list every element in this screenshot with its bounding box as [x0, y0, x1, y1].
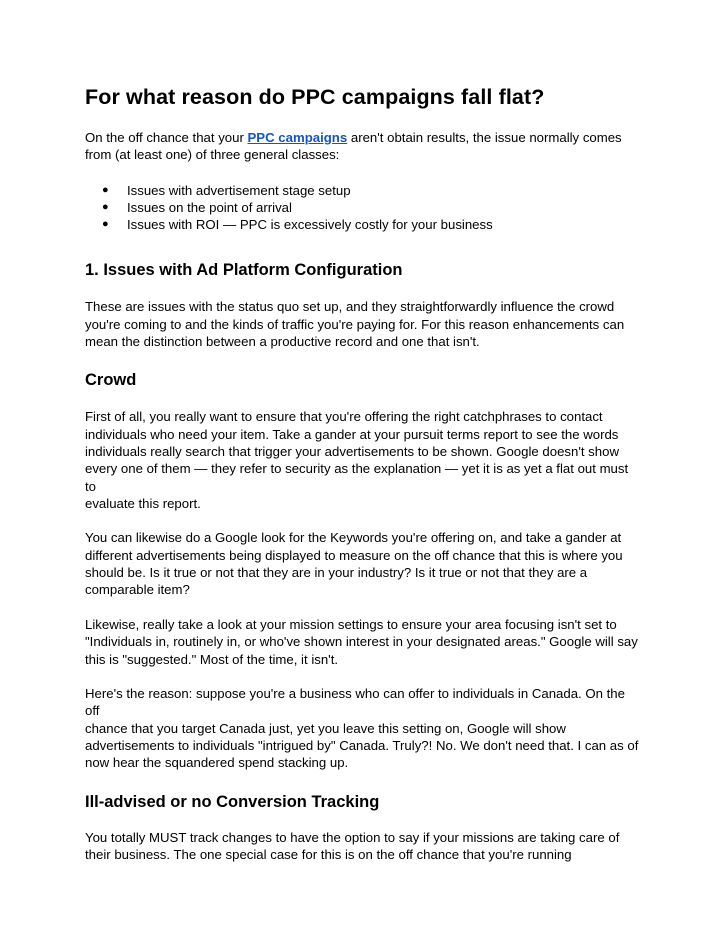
section-heading-crowd: Crowd — [85, 371, 137, 390]
section-paragraph: These are issues with the status quo set up, and they straightforwardly influence the crowd you're coming to and the kinds of traffic you're paying for. For this reason enhancements can mean the distinction between a productive record and one that isn't. — [85, 299, 625, 350]
section-paragraph: You can likewise do a Google look for the Keywords you're offering on, and take a gander at different advertisements being displayed to measure on the off chance that this is where you should be. Is it true or not that they are in your industry? Is it true or not that they are a comparable item? — [85, 530, 623, 598]
intro-text-continued: aren't obtain results, the issue normally comes — [347, 130, 622, 145]
page-title: For what reason do PPC campaigns fall flat? — [85, 85, 545, 109]
intro-text-line2: from (at least one) of three general classes: — [85, 147, 340, 163]
ppc-campaigns-link[interactable]: PPC campaigns — [247, 130, 348, 145]
section-paragraph: Here's the reason: suppose you're a business who can offer to individuals in Canada. On the off chance that you target Canada just, yet you leave this setting on, Google will show advertisements to individuals "intrigued by" Canada. Truly?! No. We don't need that. I can as of now hear the squandered spend stacking up. — [85, 686, 639, 771]
section-paragraph: Likewise, really take a look at your mission settings to ensure your area focusing isn't set to "Individuals in, routinely in, or who've shown interest in your designated areas." Google will say this is "suggested." Most of the time, it isn't. — [85, 616, 638, 667]
section-heading-conversion-tracking: Ill-advised or no Conversion Tracking — [85, 792, 380, 811]
list-item: ● Issues on the point of arrival — [102, 199, 292, 215]
section-paragraph: First of all, you really want to ensure that you're offering the right catchphrases to contact individuals who need your item. Take a gander at your pursuit terms report to see the words individuals really search that trigger your advertisements to be shown. Google doesn't show every one of them — they refer to security as the explanation — yet it is as yet a flat out must to evaluate this report. — [85, 409, 629, 511]
issue-categories-list — [85, 182, 640, 234]
intro-text: On the off chance that your — [85, 130, 248, 145]
intro-paragraph — [85, 129, 640, 164]
list-item: ● Issues with advertisement stage setup — [102, 182, 351, 198]
list-item: ● Issues with ROI — PPC is excessively costly for your business — [102, 217, 493, 233]
bullet-icon: ● — [102, 218, 109, 231]
section-paragraph: You totally MUST track changes to have the option to say if your missions are taking care of their business. The one special case for this is on the off chance that you're running — [85, 829, 620, 862]
bullet-icon: ● — [102, 183, 109, 196]
document-page — [85, 82, 640, 863]
section-heading-ad-platform: 1. Issues with Ad Platform Configuration — [85, 261, 403, 280]
bullet-icon: ● — [102, 200, 109, 213]
